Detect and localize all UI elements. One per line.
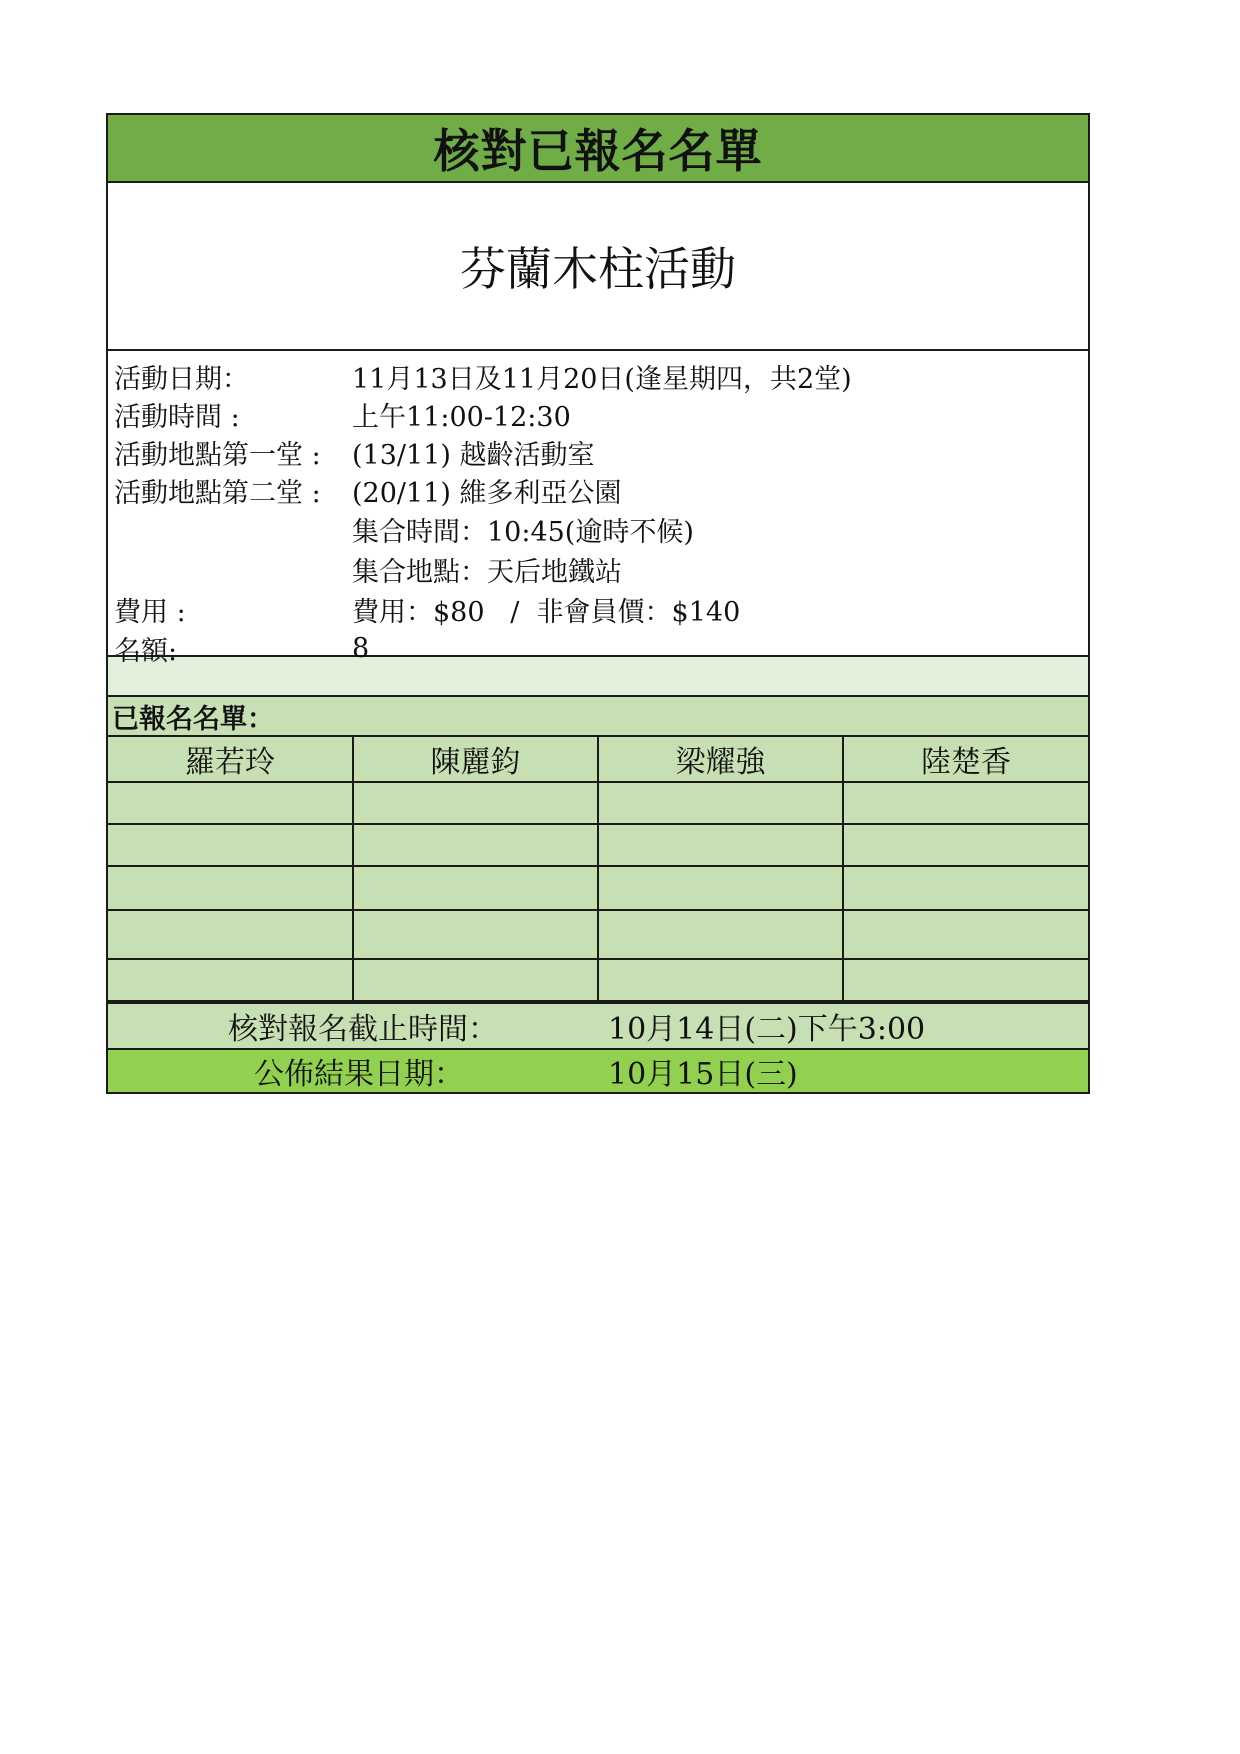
info-row-venue-2	[108, 471, 1088, 509]
deadline-row	[108, 1002, 1088, 1050]
empty-cell	[598, 866, 843, 910]
empty-cell	[353, 866, 598, 910]
info-value: 集合時間：10:45(逾時不候)	[352, 516, 694, 548]
empty-cell	[108, 959, 353, 1001]
deadline-label: 核對報名截止時間：	[228, 1012, 498, 1047]
table-row	[108, 824, 1088, 866]
empty-cell	[598, 782, 843, 824]
info-label: 費用 :	[114, 596, 186, 628]
info-value: 11月13日及11月20日(逢星期四，共2堂)	[352, 363, 852, 395]
table-row	[108, 782, 1088, 824]
event-info	[108, 351, 1088, 667]
empty-cell	[353, 824, 598, 866]
empty-cell	[108, 824, 353, 866]
info-label: 活動地點第一堂 :	[114, 439, 321, 471]
empty-cell	[598, 824, 843, 866]
info-label: 活動地點第二堂 :	[114, 477, 321, 509]
table-row	[108, 866, 1088, 910]
sheet-title: 核對已報名名單	[108, 113, 1088, 183]
info-value: (20/11) 維多利亞公園	[352, 477, 622, 509]
info-value: (13/11) 越齡活動室	[352, 439, 595, 471]
table-row	[108, 910, 1088, 959]
registrant-cell: 羅若玲	[108, 737, 353, 782]
info-value: 費用：$80 / 非會員價：$140	[352, 596, 741, 628]
info-value: 集合地點：天后地鐵站	[352, 556, 622, 588]
info-row-meet-time	[108, 509, 1088, 549]
empty-cell	[108, 782, 353, 824]
deadline-value: 10月14日(二)下午3:00	[608, 1012, 926, 1047]
registrant-cell: 陳麗鈞	[353, 737, 598, 782]
info-row-meet-place	[108, 549, 1088, 589]
empty-cell	[108, 866, 353, 910]
empty-cell	[598, 959, 843, 1001]
info-row-date	[108, 357, 1088, 395]
result-date-label: 公佈結果日期：	[254, 1057, 464, 1092]
signup-sheet	[106, 113, 1090, 1094]
registrant-cell: 陸楚香	[843, 737, 1088, 782]
result-date-value: 10月15日(三)	[608, 1057, 798, 1092]
info-row-fee	[108, 589, 1088, 629]
event-name: 芬蘭木柱活動	[108, 183, 1088, 351]
registrant-cell: 梁耀強	[598, 737, 843, 782]
empty-cell	[598, 910, 843, 959]
empty-cell	[108, 910, 353, 959]
table-row	[108, 737, 1088, 782]
info-label: 名額:	[114, 635, 178, 667]
info-label: 活動時間 :	[114, 401, 240, 433]
empty-cell	[353, 959, 598, 1001]
registrants-heading: 已報名名單：	[108, 697, 1088, 737]
empty-cell	[843, 782, 1088, 824]
info-label: 活動日期：	[114, 363, 249, 395]
table-row	[108, 959, 1088, 1001]
info-value: 上午11:00-12:30	[352, 401, 571, 433]
empty-cell	[843, 910, 1088, 959]
empty-cell	[353, 782, 598, 824]
empty-cell	[353, 910, 598, 959]
info-row-venue-1	[108, 433, 1088, 471]
empty-cell	[843, 824, 1088, 866]
empty-cell	[843, 959, 1088, 1001]
info-row-time	[108, 395, 1088, 433]
info-value: 8	[352, 632, 370, 664]
registrants-table	[108, 737, 1088, 1002]
result-date-row	[108, 1050, 1088, 1094]
empty-cell	[843, 866, 1088, 910]
